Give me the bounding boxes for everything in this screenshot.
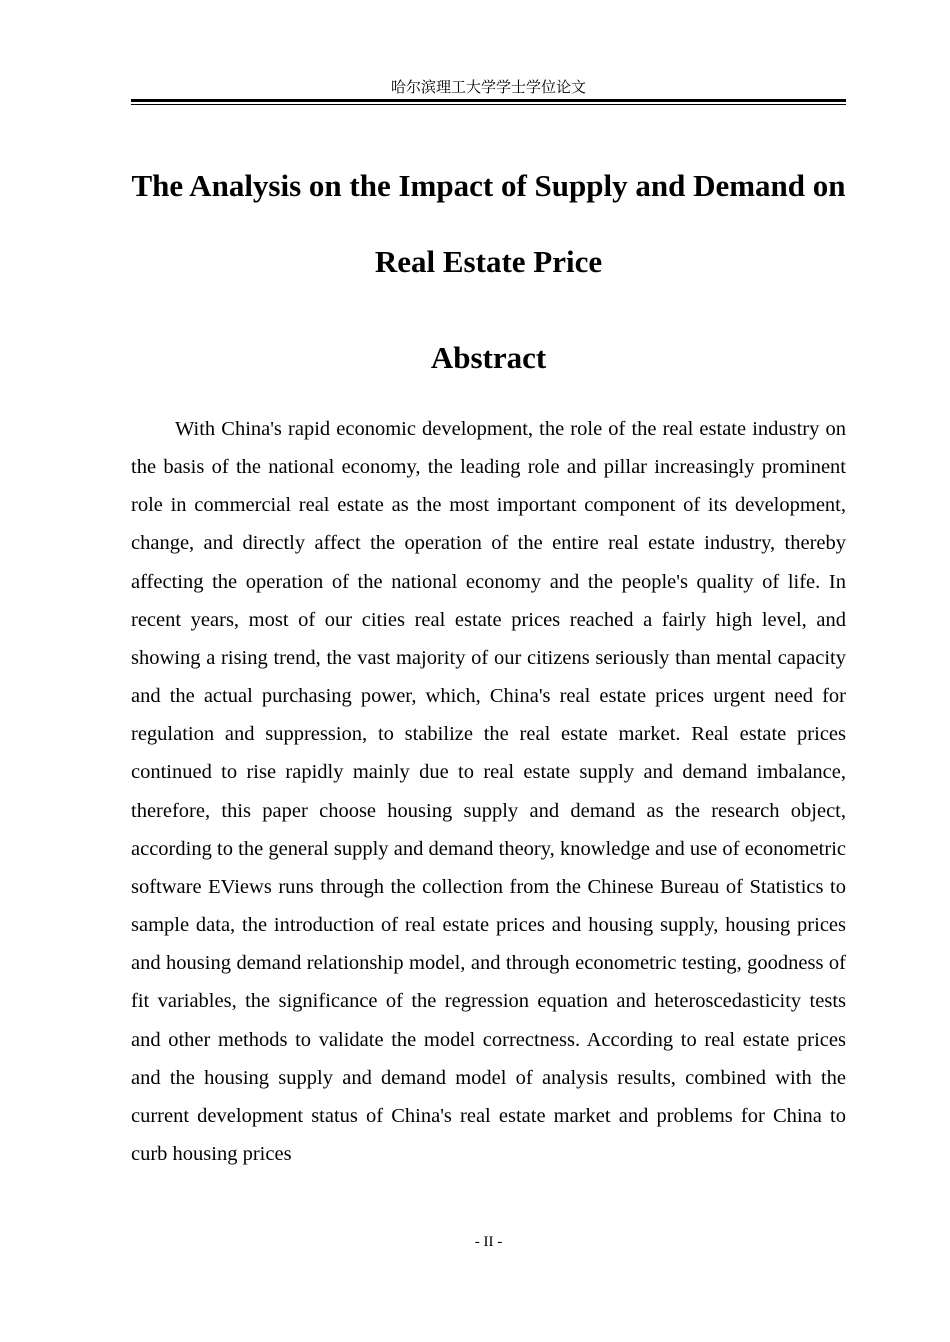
abstract-heading: Abstract [430,340,547,375]
header-rule-thick [131,99,846,102]
page-number: - II - [474,1234,503,1250]
header-rule-thin [131,104,846,105]
running-header: 哈尔滨理工大学学士学位论文 [390,78,586,96]
paper-title: The Analysis on the Impact of Supply and Demand on Real Estate Price [131,168,846,279]
abstract-body: With China's rapid economic development, the role of the real estate industry on the basis of the national economy, the leading role and pillar increasingly prominent role in commercial real estate as the most important component of its development, change, and directly affect the operation of the entire real estate industry, thereby affecting the operation of the national economy and the people's quality of life. In recent years, most of our cities real estate prices reached a fairly high level, and showing a rising trend, the vast majority of our citizens seriously than mental capacity and the actual purchasing power, which, China's real estate prices urgent need for regulation and suppression, to stabilize the real estate market. Real estate prices continued to rise rapidly mainly due to real estate supply and demand imbalance, therefore, this paper choose housing supply and demand as the research object, according to the general supply and demand theory, knowledge and use of econometric software EViews runs through the collection from the Chinese Bureau of Statistics to sample data, the introduction of real estate prices and housing supply, housing prices and housing demand relationship model, and through econometric testing, goodness of fit variables, the significance of the regression equation and heteroscedasticity tests and other methods to validate the model correctness. According to real estate prices and the housing supply and demand model of analysis results, combined with the current development status of China's real estate market and problems for China to curb housing prices [131,418,846,1165]
